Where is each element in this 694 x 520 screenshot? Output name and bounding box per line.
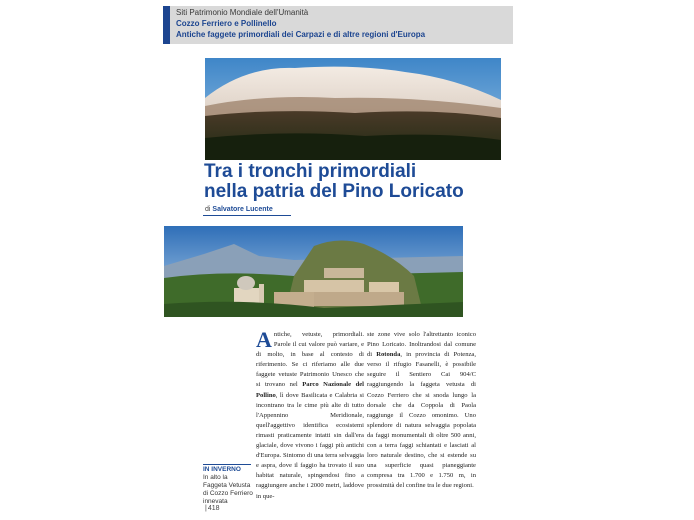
col2-text-a: ste zone vive solo l'altrettanto iconico Pino Loricato. Inoltrandosi dal comune di	[367, 331, 476, 359]
byline-divider	[203, 215, 291, 216]
photo-caption	[203, 466, 253, 506]
caption-text: In alto la Faggeta Vetusta di Cozzo Ferriero innevata	[203, 474, 253, 505]
byline	[205, 206, 273, 213]
series-title: Siti Patrimonio Mondiale dell'Umanità	[176, 8, 309, 17]
col1-text-a: ntiche, vetuste, primordiali. Parole il cui valore può variare, e di molto, in base al contesto di riferimento. Se ci riferiamo alle due faggete vetuste Patrimonio Unesco che si trovano nel	[256, 331, 364, 389]
col1-text-b: , lì dove Basilicata e Calabria si incontrano tra le cime più alte di tutto l'Appennino Meridionale, quell'aggettivo identifica ecosistemi rimasti praticamente intatti sin dall'era glaciale, dove vivono i faggi più antichi d'Europa. Sintomo di una terra selvaggia e aspra, dove il faggio ha trovato il suo habitat naturale, spingendosi fino a raggiungere anche i 2000 metri, laddove in que-	[256, 391, 364, 500]
byline-prefix: di	[205, 206, 211, 213]
col1-bold-park: Parco Nazionale del Pollino	[256, 381, 364, 399]
site-name: Cozzo Ferriero e Pollinello	[176, 19, 277, 28]
col2-bold-rotonda: Rotonda	[376, 351, 401, 359]
body-column-1	[256, 327, 364, 502]
body-column-2	[367, 330, 476, 492]
section-header	[176, 7, 506, 40]
town-photo-rotonda	[164, 226, 463, 317]
header-accent-stripe	[163, 6, 170, 44]
title-line-2: nella patria del Pino Loricato	[204, 181, 464, 202]
site-subtitle: Antiche faggete primordiali dei Carpazi e di altre regioni d'Europa	[176, 30, 426, 39]
drop-cap: A	[256, 327, 272, 352]
page-number: | 418	[205, 505, 220, 512]
article-title	[204, 162, 504, 202]
hero-photo-snowy-forest	[205, 58, 501, 160]
title-line-1: Tra i tronchi primordiali	[204, 161, 417, 182]
col2-text-b: , in provincia di Potenza, verso il rifugio Fasanelli, è possibile seguire il Sentiero Cai 904/C raggiungendo la faggeta vetusta di Cozzo Ferriero che si snoda lungo la dorsale che da Coppola di Paola raggiunge il Cozzo omonimo. Uno splendore di natura selvaggia popolata da faggi monumentali di oltre 500 anni, con a terra faggi schiantati e lasciati al loro naturale destino, che si estende su una superficie quasi pianeggiante compresa tra 1.700 e 1.750 m, in prossimità del confine tra le due regioni.	[367, 351, 476, 490]
author-name: Salvatore Lucente	[212, 206, 273, 213]
caption-title: IN INVERNO	[203, 466, 241, 473]
caption-divider	[203, 464, 251, 465]
